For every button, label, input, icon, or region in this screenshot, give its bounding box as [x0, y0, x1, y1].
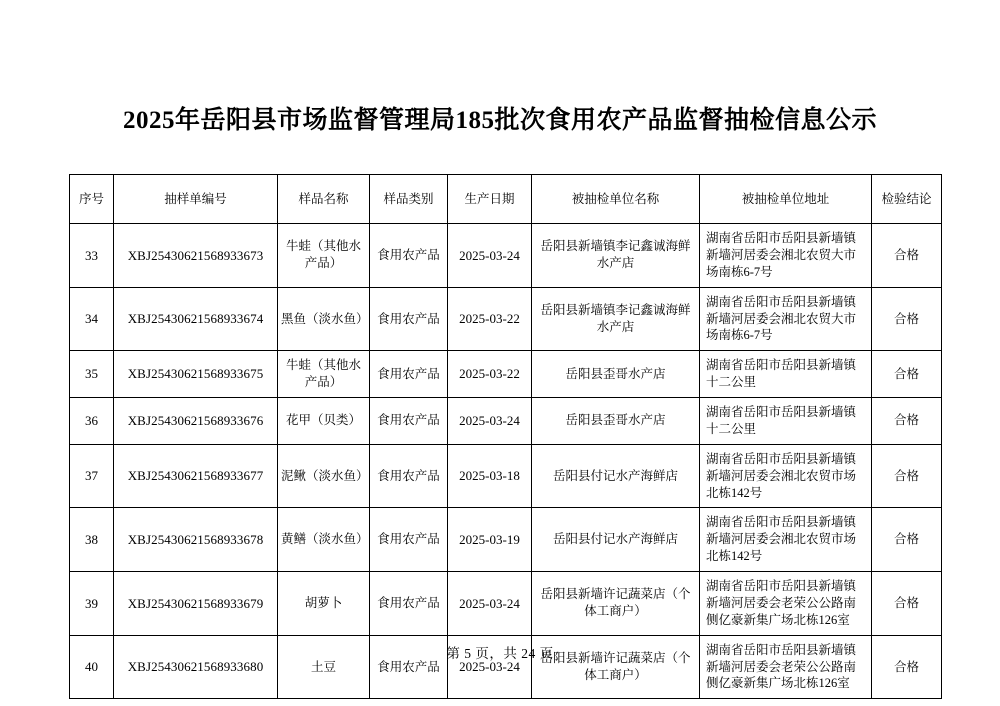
cell-sample-type: 食用农产品 [370, 508, 448, 572]
column-header-sample-name: 样品名称 [278, 175, 370, 224]
cell-sample-type: 食用农产品 [370, 635, 448, 699]
cell-sample-code: XBJ25430621568933675 [114, 351, 278, 398]
cell-sample-type: 食用农产品 [370, 572, 448, 636]
cell-sample-type: 食用农产品 [370, 351, 448, 398]
cell-production-date: 2025-03-19 [448, 508, 532, 572]
cell-unit-name: 岳阳县新墙镇李记鑫诚海鲜水产店 [532, 224, 700, 288]
cell-result: 合格 [872, 398, 942, 445]
cell-seq: 35 [70, 351, 114, 398]
column-header-unit-address: 被抽检单位地址 [700, 175, 872, 224]
cell-sample-code: XBJ25430621568933674 [114, 287, 278, 351]
column-header-sample-type: 样品类别 [370, 175, 448, 224]
column-header-seq: 序号 [70, 175, 114, 224]
column-header-result: 检验结论 [872, 175, 942, 224]
cell-sample-name: 泥鳅（淡水鱼） [278, 444, 370, 508]
cell-sample-type: 食用农产品 [370, 224, 448, 288]
table-row [70, 508, 942, 572]
table-row [70, 351, 942, 398]
table-row [70, 224, 942, 288]
cell-seq: 38 [70, 508, 114, 572]
cell-result: 合格 [872, 508, 942, 572]
cell-sample-code: XBJ25430621568933677 [114, 444, 278, 508]
cell-result: 合格 [872, 287, 942, 351]
cell-production-date: 2025-03-24 [448, 635, 532, 699]
cell-unit-name: 岳阳县歪哥水产店 [532, 398, 700, 445]
cell-sample-name: 牛蛙（其他水产品） [278, 224, 370, 288]
cell-unit-name: 岳阳县付记水产海鲜店 [532, 444, 700, 508]
cell-production-date: 2025-03-24 [448, 572, 532, 636]
cell-sample-code: XBJ25430621568933673 [114, 224, 278, 288]
cell-seq: 37 [70, 444, 114, 508]
cell-sample-type: 食用农产品 [370, 444, 448, 508]
inspection-table-container [69, 174, 931, 699]
cell-unit-address: 湖南省岳阳市岳阳县新墙镇十二公里 [700, 398, 872, 445]
cell-sample-name: 牛蛙（其他水产品） [278, 351, 370, 398]
cell-unit-address: 湖南省岳阳市岳阳县新墙镇十二公里 [700, 351, 872, 398]
inspection-table [69, 174, 942, 699]
table-row [70, 287, 942, 351]
table-body [70, 224, 942, 699]
cell-unit-address: 湖南省岳阳市岳阳县新墙镇新墙河居委会湘北农贸大市场南栋6-7号 [700, 287, 872, 351]
table-header-row [70, 175, 942, 224]
cell-sample-name: 花甲（贝类） [278, 398, 370, 445]
cell-unit-name: 岳阳县付记水产海鲜店 [532, 508, 700, 572]
cell-result: 合格 [872, 572, 942, 636]
cell-result: 合格 [872, 351, 942, 398]
page-title: 2025年岳阳县市场监督管理局185批次食用农产品监督抽检信息公示 [122, 107, 877, 134]
cell-unit-address: 湖南省岳阳市岳阳县新墙镇新墙河居委会老荣公公路南侧亿豪新集广场北栋126室 [700, 572, 872, 636]
table-header [70, 175, 942, 224]
column-header-production-date: 生产日期 [448, 175, 532, 224]
cell-unit-address: 湖南省岳阳市岳阳县新墙镇新墙河居委会湘北农贸市场北栋142号 [700, 508, 872, 572]
table-row [70, 444, 942, 508]
page-footer: 第 5 页，共 24 页 [446, 646, 554, 661]
cell-production-date: 2025-03-24 [448, 224, 532, 288]
table-row [70, 398, 942, 445]
cell-sample-name: 黄鳝（淡水鱼） [278, 508, 370, 572]
cell-seq: 36 [70, 398, 114, 445]
cell-result: 合格 [872, 635, 942, 699]
cell-sample-name: 土豆 [278, 635, 370, 699]
cell-production-date: 2025-03-24 [448, 398, 532, 445]
cell-sample-name: 胡萝卜 [278, 572, 370, 636]
column-header-sample-code: 抽样单编号 [114, 175, 278, 224]
cell-sample-code: XBJ25430621568933678 [114, 508, 278, 572]
cell-sample-type: 食用农产品 [370, 398, 448, 445]
cell-sample-name: 黑鱼（淡水鱼） [278, 287, 370, 351]
cell-unit-name: 岳阳县新墙许记蔬菜店（个体工商户） [532, 572, 700, 636]
cell-production-date: 2025-03-22 [448, 351, 532, 398]
cell-seq: 33 [70, 224, 114, 288]
cell-production-date: 2025-03-18 [448, 444, 532, 508]
cell-seq: 40 [70, 635, 114, 699]
cell-unit-address: 湖南省岳阳市岳阳县新墙镇新墙河居委会湘北农贸大市场南栋6-7号 [700, 224, 872, 288]
cell-unit-name: 岳阳县歪哥水产店 [532, 351, 700, 398]
cell-sample-type: 食用农产品 [370, 287, 448, 351]
cell-sample-code: XBJ25430621568933676 [114, 398, 278, 445]
cell-unit-address: 湖南省岳阳市岳阳县新墙镇新墙河居委会湘北农贸市场北栋142号 [700, 444, 872, 508]
cell-result: 合格 [872, 224, 942, 288]
cell-sample-code: XBJ25430621568933680 [114, 635, 278, 699]
cell-sample-code: XBJ25430621568933679 [114, 572, 278, 636]
cell-unit-name: 岳阳县新墙镇李记鑫诚海鲜水产店 [532, 287, 700, 351]
cell-seq: 34 [70, 287, 114, 351]
cell-seq: 39 [70, 572, 114, 636]
cell-unit-name: 岳阳县新墙许记蔬菜店（个体工商户） [532, 635, 700, 699]
column-header-unit-name: 被抽检单位名称 [532, 175, 700, 224]
cell-result: 合格 [872, 444, 942, 508]
cell-unit-address: 湖南省岳阳市岳阳县新墙镇新墙河居委会老荣公公路南侧亿豪新集广场北栋126室 [700, 635, 872, 699]
cell-production-date: 2025-03-22 [448, 287, 532, 351]
table-row [70, 572, 942, 636]
